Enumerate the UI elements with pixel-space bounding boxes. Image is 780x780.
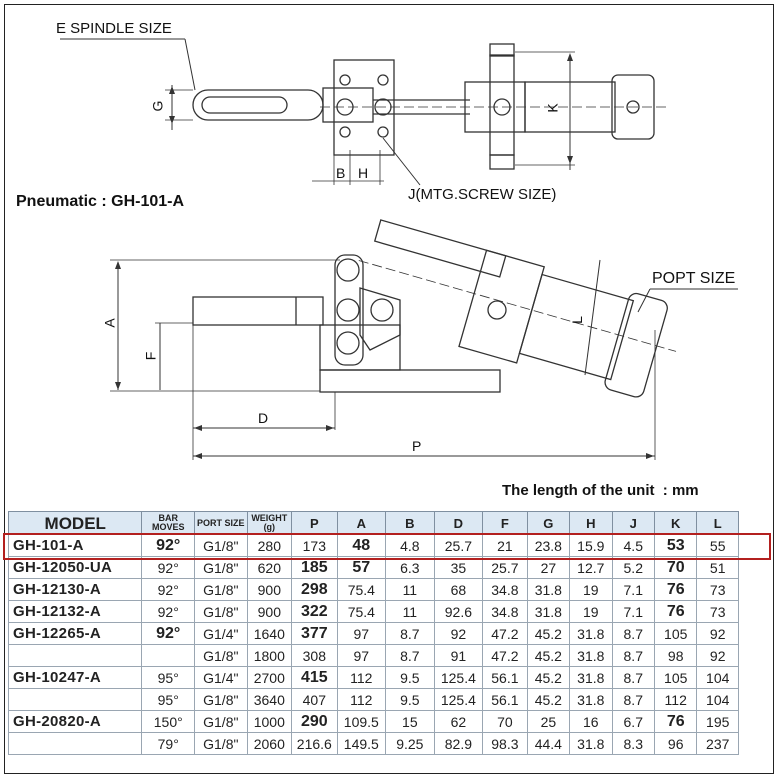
table-cell: 92 <box>434 623 483 645</box>
table-cell: 216.6 <box>292 733 337 755</box>
table-cell: 125.4 <box>434 667 483 689</box>
table-cell: 8.7 <box>612 645 654 667</box>
table-cell: G1/8" <box>195 711 248 733</box>
dim-g-label: G <box>149 100 166 112</box>
table-cell: 68 <box>434 579 483 601</box>
header-cell: WEIGHT (g) <box>247 512 291 535</box>
header-cell: A <box>337 512 386 535</box>
table-cell: 185 <box>292 557 337 579</box>
table-cell: 25.7 <box>434 535 483 557</box>
table-row <box>9 711 739 733</box>
table-cell: 47.2 <box>483 645 527 667</box>
table-cell: 8.7 <box>612 667 654 689</box>
dim-p-label: P <box>412 438 422 454</box>
table-cell: 92.6 <box>434 601 483 623</box>
table-cell: 92° <box>142 557 195 579</box>
table-cell: 1000 <box>247 711 291 733</box>
table-cell: 7.1 <box>612 601 654 623</box>
model-cell: GH-101-A <box>9 535 142 557</box>
table-cell: 35 <box>434 557 483 579</box>
table-row <box>9 689 739 711</box>
table-cell: 6.7 <box>612 711 654 733</box>
table-cell: G1/8" <box>195 535 248 557</box>
table-cell: 57 <box>337 557 386 579</box>
table-cell: 98 <box>654 645 696 667</box>
table-cell: 25.7 <box>483 557 527 579</box>
table-cell: 308 <box>292 645 337 667</box>
model-cell <box>9 645 142 667</box>
table-cell: 31.8 <box>570 689 612 711</box>
table-cell: 25 <box>527 711 569 733</box>
table-cell: 75.4 <box>337 579 386 601</box>
table-row <box>9 579 739 601</box>
table-cell: 9.5 <box>386 689 435 711</box>
table-cell: 31.8 <box>570 645 612 667</box>
unit-note: The length of the unit : mm <box>502 482 699 499</box>
table-cell: G1/8" <box>195 601 248 623</box>
table-cell: 7.1 <box>612 579 654 601</box>
table-cell: G1/8" <box>195 733 248 755</box>
table-cell: 19 <box>570 601 612 623</box>
table-cell: 237 <box>697 733 739 755</box>
header-cell: H <box>570 512 612 535</box>
table-cell: 105 <box>654 623 696 645</box>
model-cell: GH-20820-A <box>9 711 142 733</box>
table-cell: 76 <box>654 579 696 601</box>
table-cell: 16 <box>570 711 612 733</box>
table-cell: 4.8 <box>386 535 435 557</box>
table-cell: 23.8 <box>527 535 569 557</box>
table-cell: 112 <box>337 689 386 711</box>
table-cell: 104 <box>697 667 739 689</box>
header-cell: L <box>697 512 739 535</box>
table-cell: 195 <box>697 711 739 733</box>
header-cell: F <box>483 512 527 535</box>
table-row <box>9 645 739 667</box>
table-cell: 96 <box>654 733 696 755</box>
dim-l-label: L <box>568 316 585 324</box>
table-cell: 12.7 <box>570 557 612 579</box>
table-cell: 47.2 <box>483 623 527 645</box>
table-cell: 55 <box>697 535 739 557</box>
table-cell: 92 <box>697 623 739 645</box>
header-cell: D <box>434 512 483 535</box>
model-cell: GH-12132-A <box>9 601 142 623</box>
pneumatic-model-label: Pneumatic : GH-101-A <box>16 193 185 210</box>
table-cell: 149.5 <box>337 733 386 755</box>
table-cell: 8.7 <box>386 623 435 645</box>
table-cell: 92° <box>142 601 195 623</box>
table-cell: 92° <box>142 623 195 645</box>
e-spindle-label: E SPINDLE SIZE <box>56 20 172 37</box>
table-cell: 104 <box>697 689 739 711</box>
table-cell: 31.8 <box>527 579 569 601</box>
header-cell: K <box>654 512 696 535</box>
table-cell: 45.2 <box>527 623 569 645</box>
table-cell: 73 <box>697 579 739 601</box>
header-cell: P <box>292 512 337 535</box>
table-cell: 2700 <box>247 667 291 689</box>
table-cell: 900 <box>247 579 291 601</box>
table-cell: 4.5 <box>612 535 654 557</box>
table-cell: 45.2 <box>527 667 569 689</box>
header-cell: BAR MOVES <box>142 512 195 535</box>
header-cell: B <box>386 512 435 535</box>
table-cell: 73 <box>697 601 739 623</box>
table-cell: G1/8" <box>195 645 248 667</box>
table-cell: 76 <box>654 711 696 733</box>
table-cell: 15.9 <box>570 535 612 557</box>
table-cell: 45.2 <box>527 689 569 711</box>
table-cell: 75.4 <box>337 601 386 623</box>
header-cell: MODEL <box>9 512 142 535</box>
table-cell: 620 <box>247 557 291 579</box>
table-cell: 31.8 <box>570 623 612 645</box>
table-cell: 56.1 <box>483 667 527 689</box>
model-cell <box>9 733 142 755</box>
table-cell: 407 <box>292 689 337 711</box>
table-cell: 112 <box>654 689 696 711</box>
table-header-row <box>9 512 739 535</box>
table-cell: 15 <box>386 711 435 733</box>
table-cell: 34.8 <box>483 579 527 601</box>
table-cell: 9.5 <box>386 667 435 689</box>
dim-f-label: F <box>142 351 159 361</box>
table-cell: 5.2 <box>612 557 654 579</box>
table-cell: 9.25 <box>386 733 435 755</box>
table-cell: 95° <box>142 689 195 711</box>
table-cell: 6.3 <box>386 557 435 579</box>
table-cell: 82.9 <box>434 733 483 755</box>
table-cell: 53 <box>654 535 696 557</box>
table-cell: 8.7 <box>612 689 654 711</box>
table-cell: 97 <box>337 623 386 645</box>
model-cell <box>9 689 142 711</box>
table-cell: 92° <box>142 535 195 557</box>
table-cell: 27 <box>527 557 569 579</box>
table-row <box>9 623 739 645</box>
table-cell: 44.4 <box>527 733 569 755</box>
table-cell: 8.7 <box>612 623 654 645</box>
table-cell: 298 <box>292 579 337 601</box>
spec-table <box>8 511 739 755</box>
table-row <box>9 601 739 623</box>
dim-h-label: H <box>358 165 369 181</box>
dim-d-label: D <box>258 410 269 426</box>
table-cell: 11 <box>386 579 435 601</box>
table-cell <box>142 645 195 667</box>
table-row <box>9 535 739 557</box>
table-cell: 92° <box>142 579 195 601</box>
table-cell: 97 <box>337 645 386 667</box>
table-cell: 3640 <box>247 689 291 711</box>
table-cell: 105 <box>654 667 696 689</box>
table-cell: 31.8 <box>570 667 612 689</box>
table-cell: 56.1 <box>483 689 527 711</box>
dim-a-label: A <box>101 318 118 328</box>
table-cell: 900 <box>247 601 291 623</box>
model-cell: GH-12265-A <box>9 623 142 645</box>
table-cell: 31.8 <box>570 733 612 755</box>
table-cell: 1800 <box>247 645 291 667</box>
table-cell: 98.3 <box>483 733 527 755</box>
table-cell: G1/8" <box>195 579 248 601</box>
table-cell: 95° <box>142 667 195 689</box>
table-cell: 290 <box>292 711 337 733</box>
table-cell: 48 <box>337 535 386 557</box>
dim-b-label: B <box>336 165 346 181</box>
table-cell: G1/4" <box>195 667 248 689</box>
table-row <box>9 667 739 689</box>
table-cell: 125.4 <box>434 689 483 711</box>
table-cell: 112 <box>337 667 386 689</box>
table-cell: 62 <box>434 711 483 733</box>
table-cell: 1640 <box>247 623 291 645</box>
table-cell: 34.8 <box>483 601 527 623</box>
popt-size-label: POPT SIZE <box>652 270 736 287</box>
table-cell: 109.5 <box>337 711 386 733</box>
table-cell: 92 <box>697 645 739 667</box>
header-cell: G <box>527 512 569 535</box>
dim-k-label: K <box>544 103 561 113</box>
table-cell: 51 <box>697 557 739 579</box>
table-cell: 91 <box>434 645 483 667</box>
model-cell: GH-10247-A <box>9 667 142 689</box>
table-cell: 19 <box>570 579 612 601</box>
table-cell: 8.7 <box>386 645 435 667</box>
table-cell: G1/4" <box>195 623 248 645</box>
table-cell: 150° <box>142 711 195 733</box>
table-cell: 173 <box>292 535 337 557</box>
table-cell: 280 <box>247 535 291 557</box>
j-mtg-label: J(MTG.SCREW SIZE) <box>408 186 557 203</box>
table-cell: 79° <box>142 733 195 755</box>
header-cell: J <box>612 512 654 535</box>
model-cell: GH-12050-UA <box>9 557 142 579</box>
table-row <box>9 557 739 579</box>
table-cell: 76 <box>654 601 696 623</box>
table-cell: 2060 <box>247 733 291 755</box>
table-cell: 322 <box>292 601 337 623</box>
table-cell: 70 <box>483 711 527 733</box>
table-cell: 21 <box>483 535 527 557</box>
table-cell: 8.3 <box>612 733 654 755</box>
table-cell: G1/8" <box>195 557 248 579</box>
table-cell: 31.8 <box>527 601 569 623</box>
table-cell: 415 <box>292 667 337 689</box>
table-cell: 70 <box>654 557 696 579</box>
table-cell: 377 <box>292 623 337 645</box>
model-cell: GH-12130-A <box>9 579 142 601</box>
table-cell: 11 <box>386 601 435 623</box>
table-row <box>9 733 739 755</box>
table-cell: 45.2 <box>527 645 569 667</box>
table-cell: G1/8" <box>195 689 248 711</box>
header-cell: PORT SIZE <box>195 512 248 535</box>
